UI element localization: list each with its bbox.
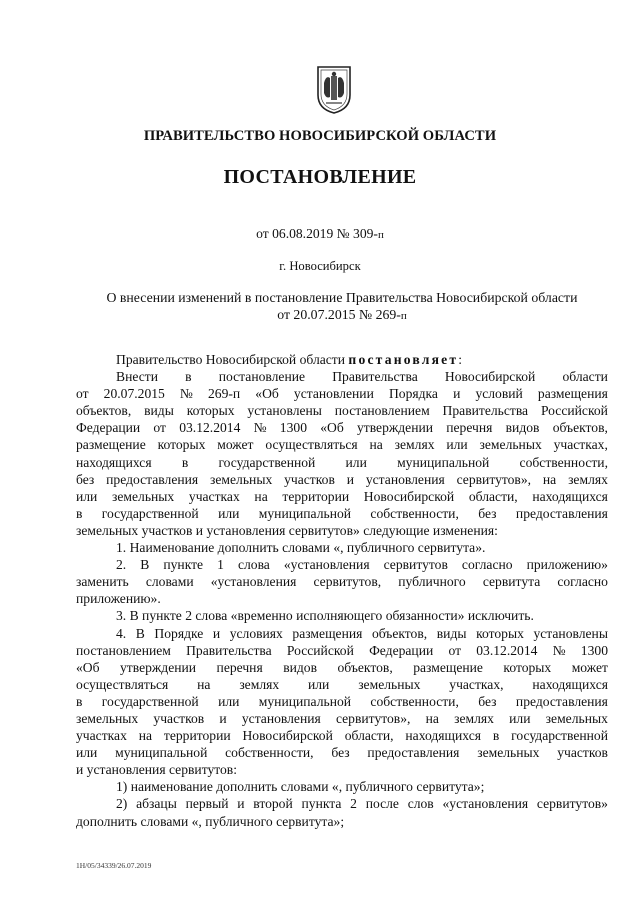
body-line: объектов, виды которых установлены постановлением Правительства Российской: [76, 403, 608, 419]
body-line: 2. В пункте 1 слова «установления сервитутов согласно приложению»: [116, 557, 608, 573]
body-line: 4. В Порядке и условиях размещения объектов, виды которых установлены: [116, 625, 608, 641]
document-type-title: ПОСТАНОВЛЕНИЕ: [223, 166, 417, 188]
body-line: и установления сервитутов:: [76, 762, 238, 778]
body-line: в государственной или муниципальной собственности, без предоставления: [76, 505, 608, 521]
body-line: размещение которых может осуществляться на землях или земельных участках,: [76, 437, 608, 453]
date-number-text: от 06.08.2019 № 309-: [256, 226, 378, 241]
body-line: 1) наименование дополнить словами «, публичного сервитута»;: [116, 779, 485, 795]
body-line: дополнить словами «, публичного сервитута»;: [76, 813, 345, 829]
subject-line-1: О внесении изменений в постановление Правительства Новосибирской области: [106, 290, 578, 305]
body-line: в государственной или муниципальной собственности, без предоставления: [76, 693, 608, 709]
intro-colon: :: [458, 352, 463, 367]
body-line: 1. Наименование дополнить словами «, публичного сервитута».: [116, 540, 486, 556]
organization-title: ПРАВИТЕЛЬСТВО НОВОСИБИРСКОЙ ОБЛАСТИ: [143, 128, 497, 144]
body-line: Внести в постановление Правительства Новосибирской области: [116, 369, 608, 385]
body-line: 3. В пункте 2 слова «временно исполняющего обязанности» исключить.: [116, 608, 534, 624]
body-line: приложению».: [76, 591, 161, 607]
city-line: г. Новосибирск: [279, 259, 361, 273]
subject-line-2-suffix: п: [400, 310, 407, 322]
document-body: [76, 351, 608, 830]
body-line: постановлением Правительства Российской Федерации от 03.12.2014 № 1300: [76, 642, 608, 658]
body-line: или муниципальной собственности, без предоставления земельных участков: [76, 745, 608, 761]
subject-line-2: [76, 306, 608, 325]
document-date-number: [0, 226, 640, 242]
date-number-suffix: п: [377, 229, 384, 241]
intro-text: Правительство Новосибирской области: [116, 352, 349, 367]
body-line: без предоставления земельных участков и установления сервитутов», на землях: [76, 471, 608, 487]
body-paragraphs: [76, 368, 608, 830]
body-line: находящихся в государственной или муниципальной собственности,: [76, 454, 608, 470]
body-line: заменить словами «установления сервитутов, публичного сервитута согласно: [76, 574, 608, 590]
body-line: от 20.07.2015 № 269-п «Об установлении Порядка и условий размещения: [76, 386, 608, 402]
subject-line-2-text: от 20.07.2015 № 269-: [277, 307, 401, 322]
body-line: земельных участков и установления сервитутов» следующие изменения:: [76, 522, 498, 538]
body-line: «Об утверждении перечня видов объектов, размещение которых может: [76, 659, 608, 675]
intro-verb: постановляет: [348, 352, 459, 367]
body-line: или земельных участках на территории Новосибирской области, находящихся: [76, 488, 608, 504]
footer-registration-code: 1Н/05/34339/26.07.2019: [76, 861, 152, 870]
document-subject: [76, 289, 608, 325]
body-line: Федерации от 03.12.2014 № 1300 «Об утверждении перечня видов объектов,: [76, 420, 608, 436]
body-line: участках на территории Новосибирской области, находящихся в государственной: [76, 728, 608, 744]
body-line: земельных участков и установления сервитутов», на землях или земельных: [76, 710, 608, 726]
coat-of-arms-icon: [314, 63, 354, 115]
body-intro-line: [76, 351, 608, 368]
body-line: осуществляться на землях или земельных участках, находящихся: [76, 676, 608, 692]
body-line: 2) абзацы первый и второй пункта 2 после слов «установления сервитутов»: [116, 796, 608, 812]
